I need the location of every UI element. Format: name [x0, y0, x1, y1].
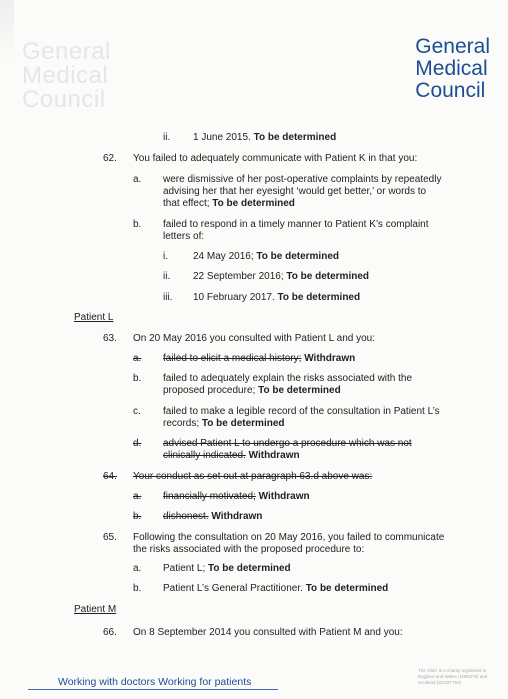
- allegation-line: failed to make a legible record of the consultation in Patient L’s: [163, 406, 440, 417]
- allegation-line: 1 June 2015. To be determined: [193, 132, 337, 143]
- status-label: Withdrawn: [258, 491, 310, 502]
- allegation-line: that effect; To be determined: [163, 198, 295, 209]
- paragraph-number: 66.: [103, 627, 117, 638]
- allegation-line: letters of:: [163, 231, 205, 242]
- item-number: iii.: [163, 292, 173, 303]
- footer-tagline: Working with doctors Working for patients: [58, 676, 252, 688]
- status-label: To be determined: [208, 563, 291, 574]
- allegation-line: failed to elicit a medical history; Withdrawn: [163, 353, 356, 364]
- footer-charity-note: The GMC is a charity registered in England and Wales (1089278) and Scotland (SC037750): [418, 668, 488, 685]
- item-letter: b.: [133, 511, 142, 522]
- status-label: Withdrawn: [248, 450, 300, 461]
- allegation-line: Patient L; To be determined: [163, 563, 291, 574]
- item-letter: b.: [133, 583, 142, 594]
- allegation-line: were dismissive of her post-operative complaints by repeatedly: [163, 174, 442, 185]
- allegation-line: financially motivated; Withdrawn: [163, 491, 310, 502]
- item-letter: a.: [133, 174, 142, 185]
- status-label: To be determined: [305, 583, 389, 594]
- allegation-line: dishonest. Withdrawn: [163, 511, 263, 522]
- status-label: To be determined: [201, 418, 285, 429]
- paragraph-text: On 8 September 2014 you consulted with Patient M and you:: [133, 627, 403, 638]
- paragraph-number: 62.: [103, 153, 117, 164]
- item-letter: a.: [133, 491, 142, 502]
- allegation-line: clinically indicated. Withdrawn: [163, 450, 300, 461]
- paragraph-number: 65.: [103, 532, 117, 543]
- section-heading: Patient M: [74, 604, 117, 615]
- status-label: To be determined: [286, 271, 370, 282]
- allegation-line: records; To be determined: [163, 418, 285, 429]
- item-number: ii.: [163, 132, 171, 143]
- paragraph-text: On 20 May 2016 you consulted with Patient L and you:: [133, 333, 376, 344]
- status-label: To be determined: [258, 385, 341, 396]
- allegation-line: Patient L’s General Practitioner. To be determined: [163, 583, 389, 594]
- item-letter: b.: [133, 219, 142, 230]
- paragraph-number: 64.: [103, 471, 117, 482]
- scan-shadow: [0, 0, 14, 60]
- status-label: To be determined: [253, 132, 337, 143]
- status-label: To be determined: [256, 251, 339, 262]
- item-letter: b.: [133, 373, 142, 384]
- status-label: To be determined: [212, 198, 295, 209]
- item-letter: c.: [133, 406, 141, 417]
- status-label: Withdrawn: [211, 511, 263, 522]
- status-label: To be determined: [277, 292, 361, 303]
- paragraph-text: Following the consultation on 20 May 2016, you failed to communicate: [133, 532, 445, 543]
- paragraph-number: 63.: [103, 333, 117, 344]
- item-letter: d.: [133, 438, 142, 449]
- item-letter: a.: [133, 563, 142, 574]
- paragraph-text: You failed to adequately communicate with Patient K in that you:: [133, 153, 418, 164]
- paragraph-text: Your conduct as set out at paragraph 63.d above was:: [133, 471, 373, 482]
- allegation-line: 10 February 2017. To be determined: [193, 292, 361, 303]
- allegation-line: advising her that her eyesight ‘would get better,’ or words to: [163, 186, 427, 197]
- gmc-logo: General Medical Council: [415, 35, 490, 102]
- item-number: ii.: [163, 271, 171, 282]
- item-number: i.: [163, 251, 168, 262]
- allegation-line: failed to respond in a timely manner to Patient K’s complaint: [163, 219, 429, 230]
- allegation-line: advised Patient L to undergo a procedure which was not: [163, 438, 412, 449]
- status-label: Withdrawn: [304, 353, 356, 364]
- watermark-logo: General Medical Council: [22, 38, 111, 113]
- item-letter: a.: [133, 353, 142, 364]
- allegation-line: 24 May 2016; To be determined: [193, 251, 339, 262]
- allegation-line: failed to adequately explain the risks associated with the: [163, 373, 413, 384]
- footer-rule: [28, 689, 278, 690]
- paragraph-text: the risks associated with the proposed procedure to:: [133, 544, 365, 555]
- allegation-line: proposed procedure; To be determined: [163, 385, 341, 396]
- allegation-line: 22 September 2016; To be determined: [193, 271, 370, 282]
- section-heading: Patient L: [74, 312, 114, 323]
